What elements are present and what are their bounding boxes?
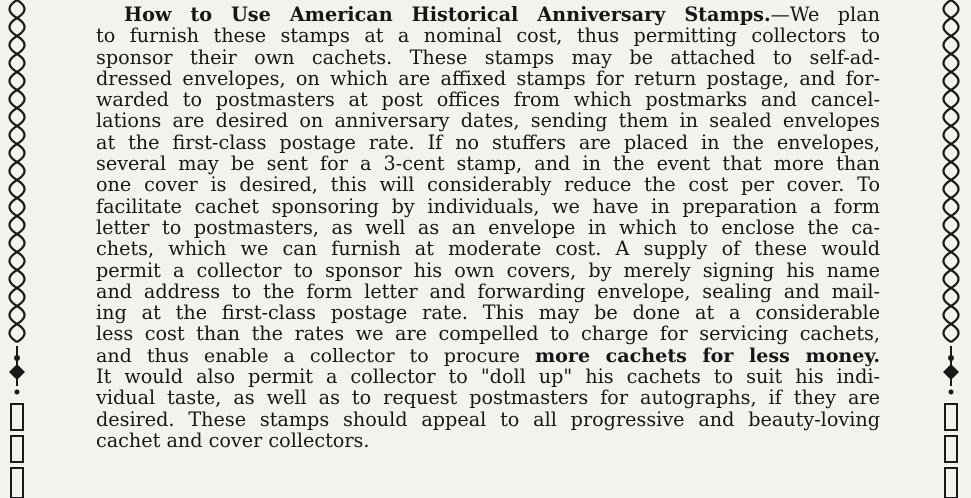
text-line-13: permit a collector to sponsor his own covers, by merely signing his name — [96, 258, 880, 282]
text-line-17: and thus enable a collector to procure more cachets for less money. — [96, 343, 881, 367]
text-line-18: It would also permit a collector to "doll up" his cachets to suit his indi- — [96, 365, 880, 389]
text-line-12: chets, which we can furnish at moderate cost. A supply of these would — [96, 237, 880, 261]
article-paragraph — [96, 4, 880, 451]
text-line-10: facilitate cachet sponsoring by individuals, we have in preparation a form — [96, 194, 880, 218]
text-line-9: one cover is desired, this will considerably reduce the cost per cover. To — [96, 173, 880, 197]
text-line-8: several may be sent for a 3-cent stamp, and in the event that more than — [96, 152, 880, 176]
text-line-4: dressed envelopes, on which are affixed stamps for return postage, and for- — [96, 66, 880, 90]
text-line-21: cachet and cover collectors. — [96, 428, 370, 452]
text-line-20: desired. These stamps should appeal to all progressive and beauty-loving — [96, 407, 880, 431]
text-line-19: vidual taste, as well as to request postmasters for autographs, if they are — [96, 386, 880, 410]
article-heading: How to Use American Historical Anniversary Stamps. — [124, 3, 771, 26]
text-line-11: letter to postmasters, as well as an envelope in which to enclose the ca- — [96, 215, 880, 239]
text-line-2: to furnish these stamps at a nominal cost, thus permitting collectors to — [96, 24, 880, 48]
emphasis-text: more cachets for less money. — [534, 343, 881, 367]
text-line-15: ing at the first-class postage rate. This may be done at a considerable — [96, 301, 880, 325]
text-line-1: How to Use American Historical Anniversary Stamps.—We plan — [124, 3, 880, 26]
text-line-16: less cost than the rates we are compelled to charge for servicing cachets, — [96, 322, 880, 346]
decorative-border-left — [4, 0, 30, 498]
text-line-5: warded to postmasters at post offices from which postmarks and cancel- — [96, 88, 880, 112]
decorative-border-right — [938, 0, 964, 498]
text-line-3: sponsor their own cachets. These stamps may be attached to self-ad- — [96, 45, 880, 69]
text-line-6: lations are desired on anniversary dates, sending them in sealed envelopes — [96, 109, 880, 133]
text-line-14: and address to the form letter and forwarding envelope, sealing and mail- — [96, 279, 880, 303]
text-line-7: at the first-class postage rate. If no stuffers are placed in the envelopes, — [96, 130, 880, 154]
